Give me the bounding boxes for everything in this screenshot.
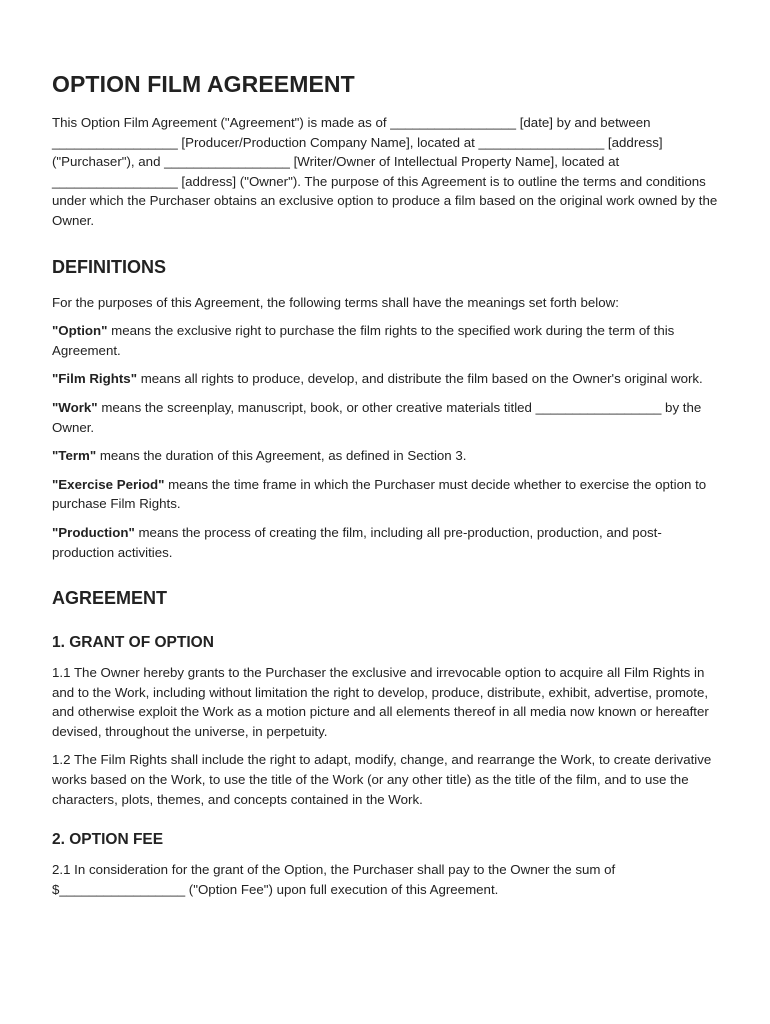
definition-term: "Film Rights" xyxy=(52,371,138,387)
definition-exercise-period xyxy=(52,475,720,514)
definition-text: means all rights to produce, develop, and distribute the film based on the Owner's original work. xyxy=(137,371,703,387)
section-heading-option-fee: 2. OPTION FEE xyxy=(52,831,164,849)
document-title: OPTION FILM AGREEMENT xyxy=(52,71,355,97)
definitions-heading: DEFINITIONS xyxy=(52,256,167,277)
agreement-heading: AGREEMENT xyxy=(52,588,168,609)
definitions-intro: For the purposes of this Agreement, the following terms shall have the meanings set forth below: xyxy=(52,294,619,310)
definition-text: means the process of creating the film, including all pre-production, production, and post-production activities. xyxy=(52,524,662,560)
definition-term: "Option" xyxy=(52,323,108,339)
definition-term: "Term" xyxy=(52,448,97,464)
clause-2-1: 2.1 In consideration for the grant of the Option, the Purchaser shall pay to the Owner the sum of $_________________ ("Option Fee") upon full execution of this Agreement. xyxy=(52,862,616,897)
definition-film-rights xyxy=(52,369,720,389)
definition-text: means the exclusive right to purchase the film rights to the specified work during the term of this Agreement. xyxy=(52,323,675,358)
clause-1-1: 1.1 The Owner hereby grants to the Purchaser the exclusive and irrevocable option to acquire all Film Rights in and to the Work, including without limitation the right to develop, produce, distribute, exhibit, advertise, promote, and otherwise exploit the Work as a motion picture and all elements thereof in all media now known or hereafter devised, throughout the universe, in perpetuity. xyxy=(52,665,709,739)
definition-text: means the duration of this Agreement, as defined in Section 3. xyxy=(96,448,467,464)
definition-term: "Exercise Period" xyxy=(52,476,165,492)
clause-1-2: 1.2 The Film Rights shall include the right to adapt, modify, change, and rearrange the Work, to create derivative works based on the Work, to use the title of the Work (or any other title) as the title of the film, and to use the characters, plots, themes, and concepts contained in the Work. xyxy=(52,752,712,807)
definition-production xyxy=(52,523,720,562)
definition-text: means the screenplay, manuscript, book, or other creative materials titled _________________ by the Owner. xyxy=(52,399,702,435)
section-heading-grant-of-option: 1. GRANT OF OPTION xyxy=(52,634,214,652)
definition-text: means the time frame in which the Purchaser must decide whether to exercise the option to purchase Film Rights. xyxy=(52,476,707,512)
definition-option xyxy=(52,321,720,360)
definition-term: "Work" xyxy=(52,399,98,415)
intro-paragraph: This Option Film Agreement ("Agreement") is made as of _________________ [date] by and between _________________ [Producer/Production Company Name], located at _________________ [address] ("Purchaser"), and _________________ [Writer/Owner of Intellectual Property Name], located at _________________ [address] ("Owner"). The purpose of this Agreement is to outline the terms and conditions under which the Purchaser obtains an exclusive option to produce a film based on the original work owned by the Owner. xyxy=(52,115,718,228)
definition-term-duration xyxy=(52,446,720,466)
definition-work xyxy=(52,398,720,437)
definition-term: "Production" xyxy=(52,524,135,540)
